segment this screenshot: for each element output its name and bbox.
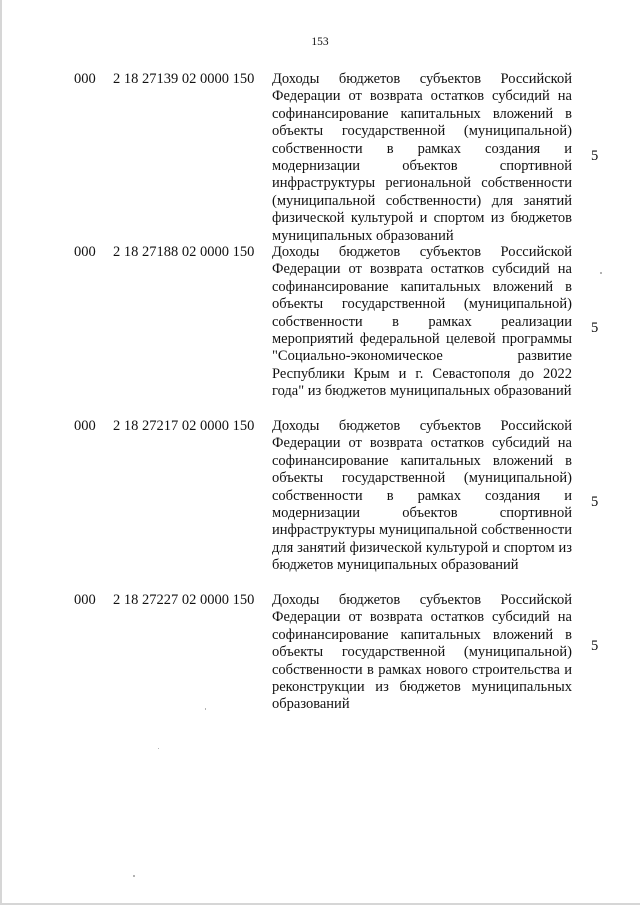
scan-speck	[600, 272, 602, 274]
normative-percent: 5	[591, 638, 599, 654]
admin-code: 000	[74, 592, 96, 608]
admin-code: 000	[74, 418, 96, 434]
budget-classification-code: 2 18 27217 02 0000 150	[113, 418, 255, 434]
budget-classification-code: 2 18 27139 02 0000 150	[113, 71, 255, 87]
admin-code: 000	[74, 244, 96, 260]
scan-speck	[133, 875, 135, 877]
admin-code: 000	[74, 71, 96, 87]
income-description: Доходы бюджетов субъектов Российской Федерации от возврата остатков субсидий на софинансирование капитальных вложений в объекты государственной (муниципальной) собственности в рамках реализации мероприятий федеральной целевой программы "Социально-экономическое развитие Республики Крым и г. Севастополя до 2022 года" из бюджетов муниципальных образований	[272, 244, 572, 400]
scan-speck	[205, 708, 206, 710]
income-description: Доходы бюджетов субъектов Российской Федерации от возврата остатков субсидий на софинансирование капитальных вложений в объекты государственной (муниципальной) собственности в рамках создания и модернизации объектов спортивной инфраструктуры муниципальной собственности для занятий физической культурой и спортом из бюджетов муниципальных образований	[272, 418, 572, 574]
income-description: Доходы бюджетов субъектов Российской Федерации от возврата остатков субсидий на софинансирование капитальных вложений в объекты государственной (муниципальной) собственности в рамках создания и модернизации объектов спортивной инфраструктуры региональной собственности (муниципальной собственности) для занятий физической культурой и спортом из бюджетов муниципальных образований	[272, 71, 572, 244]
page-number: 153	[311, 36, 329, 48]
normative-percent: 5	[591, 494, 599, 510]
scan-speck	[158, 748, 159, 749]
income-description: Доходы бюджетов субъектов Российской Федерации от возврата остатков субсидий на софинансирование капитальных вложений в объекты государственной (муниципальной) собственности в рамках нового строительства и реконструкции из бюджетов муниципальных образований	[272, 592, 572, 713]
budget-classification-code: 2 18 27188 02 0000 150	[113, 244, 255, 260]
normative-percent: 5	[591, 148, 599, 164]
normative-percent: 5	[591, 320, 599, 336]
budget-classification-code: 2 18 27227 02 0000 150	[113, 592, 255, 608]
